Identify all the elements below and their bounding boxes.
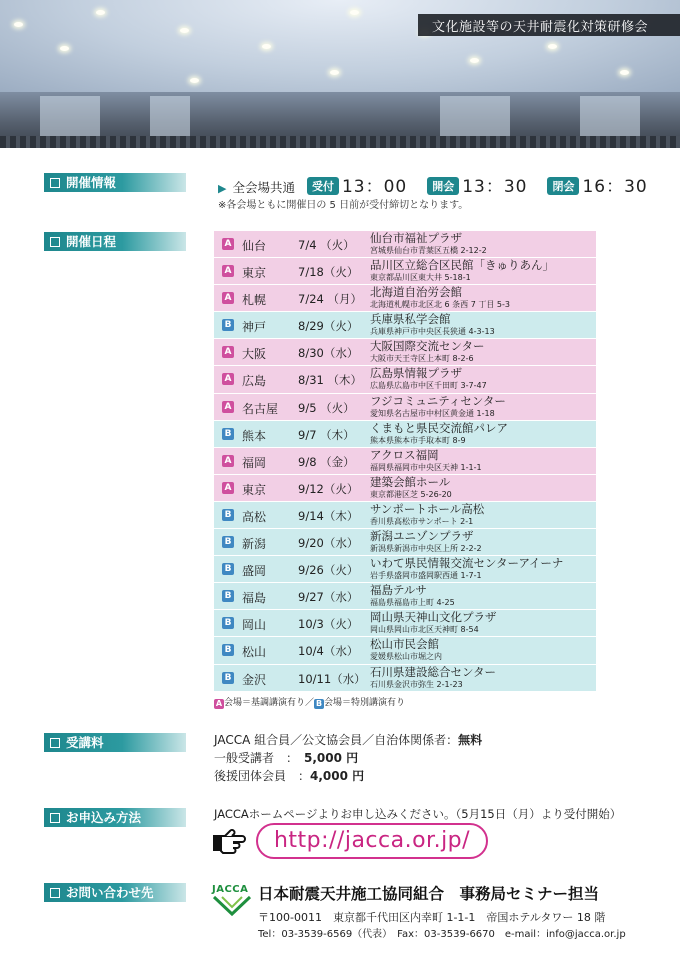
section-label-text: 開催日程: [66, 234, 117, 249]
section-label-schedule: [44, 232, 186, 251]
schedule-row: [214, 502, 596, 529]
schedule-date: 8/29（火）: [298, 319, 359, 334]
page-title: 文化施設等の天井耐震化対策研修会: [431, 20, 648, 35]
fee-general-value: 5,000 円: [304, 751, 359, 765]
schedule-date: 9/14（木）: [298, 508, 359, 523]
schedule-venue: いわて県民情報交流センターアイーナ: [370, 556, 564, 571]
schedule-row: [214, 556, 596, 583]
schedule-city: 名古屋: [242, 401, 279, 416]
schedule-city: 福島: [242, 591, 267, 606]
schedule-venue: サンポートホール高松: [370, 501, 485, 516]
venue-type-badge: A: [222, 482, 234, 494]
schedule-row: [214, 421, 596, 448]
venue-type-badge: B: [222, 617, 234, 629]
schedule-row: [214, 339, 596, 366]
section-label-contact: [44, 883, 186, 902]
schedule-date: 9/8 （金）: [298, 454, 355, 469]
venue-type-badge: A: [222, 455, 234, 467]
schedule-city: 札幌: [242, 293, 267, 308]
venue-type-badge: B: [222, 672, 234, 684]
schedule-date: 7/18（火）: [298, 265, 359, 280]
apply-note: JACCAホームページよりお申し込みください。（5月15日（月）より受付開始）: [214, 807, 622, 821]
legend-a-text: 会場＝基調講演有り／: [224, 698, 315, 708]
schedule-date: 9/12（火）: [298, 481, 359, 496]
venue-type-badge: A: [222, 373, 234, 385]
legend-a-badge: A: [215, 699, 223, 708]
schedule-address: 東京都港区芝 5-26-20: [370, 489, 452, 499]
wall-panel: [40, 96, 100, 136]
section-label-info: [44, 173, 186, 192]
ceiling-light-icon: [262, 44, 271, 49]
schedule-date: 7/4 （火）: [298, 238, 355, 252]
schedule-venue: 品川区立総合区民館「きゅりあん」: [370, 258, 554, 273]
schedule-row: [214, 285, 596, 312]
schedule-date: 9/7 （木）: [298, 427, 355, 442]
venue-type-badge: B: [222, 644, 234, 656]
schedule-row: [214, 231, 596, 258]
venue-type-badge: B: [222, 319, 234, 331]
schedule-city: 金沢: [242, 672, 267, 687]
pointing-hand-icon: [212, 826, 252, 856]
checkbox-icon: [50, 178, 60, 188]
schedule-city: 盛岡: [242, 564, 267, 579]
schedule-city: 神戸: [242, 320, 267, 335]
schedule-address: 兵庫県神戸市中央区長狭通 4-3-13: [370, 327, 495, 337]
venue-type-badge: B: [222, 428, 234, 440]
triangle-right-icon: ▶: [218, 182, 227, 195]
schedule-city: 松山: [242, 645, 267, 660]
schedule-address: 石川県金沢市弥生 2-1-23: [370, 679, 463, 689]
schedule-address: 大阪市天王寺区上本町 8-2-6: [370, 354, 474, 364]
schedule-legend: [214, 695, 405, 709]
ceiling-light-icon: [60, 46, 69, 51]
ceiling-light-icon: [96, 10, 105, 15]
close-tag: 閉会: [547, 177, 579, 195]
checkbox-icon: [50, 237, 60, 247]
schedule-address: 愛知県名古屋市中村区黄金通 1-18: [370, 408, 495, 418]
section-label-text: お申込み方法: [66, 810, 142, 825]
schedule-row: [214, 258, 596, 285]
schedule-venue: 福島テルサ: [370, 583, 427, 598]
schedule-date: 9/27（水）: [298, 590, 359, 605]
fee-member-value: 無料: [458, 733, 483, 747]
fee-support: [214, 767, 364, 784]
schedule-address: 東京都品川区東大井 5-18-1: [370, 273, 471, 283]
open-time: 13：30: [462, 177, 528, 197]
venue-type-badge: A: [222, 292, 234, 304]
schedule-city: 熊本: [242, 428, 267, 443]
schedule-row: [214, 448, 596, 475]
wall-panel: [580, 96, 640, 136]
schedule-venue: 松山市民会館: [370, 637, 439, 652]
schedule-row: [214, 529, 596, 556]
ceiling-light-icon: [620, 70, 629, 75]
schedule-date: 8/30（水）: [298, 346, 359, 361]
schedule-address: 宮城県仙台市青葉区五橋 2-12-2: [370, 246, 487, 255]
venue-type-badge: A: [222, 401, 234, 413]
schedule-city: 岡山: [242, 618, 267, 633]
schedule-venue: 仙台市福祉プラザ: [370, 231, 462, 245]
schedule-city: 新潟: [242, 537, 267, 552]
ceiling-light-icon: [190, 78, 199, 83]
schedule-city: 東京: [242, 266, 267, 281]
ceiling-light-icon: [14, 22, 23, 27]
ceiling-light-icon: [330, 70, 339, 75]
reception-tag: 受付: [307, 177, 339, 195]
venue-type-badge: B: [222, 563, 234, 575]
schedule-row: [214, 366, 596, 393]
schedule-date: 10/4（水）: [298, 644, 359, 659]
ceiling-light-icon: [180, 28, 189, 33]
schedule-address: 岩手県盛岡市盛岡駅西通 1-7-1: [370, 571, 482, 581]
schedule-date: 10/3（火）: [298, 617, 359, 632]
checkbox-icon: [50, 738, 60, 748]
wall-panel: [440, 96, 510, 136]
organization-contact: Tel：03-3539-6569（代表） Fax：03-3539-6670 e-mail：info@jacca.or.jp: [258, 929, 626, 940]
venue-type-badge: A: [222, 238, 234, 250]
ceiling-light-icon: [548, 44, 557, 49]
section-label-fee: [44, 733, 186, 752]
close-time: 16：30: [582, 177, 648, 197]
schedule-row: [214, 394, 596, 421]
common-label: 全会場共通: [232, 180, 295, 195]
schedule-city: 広島: [242, 374, 267, 389]
time-info: [218, 172, 656, 197]
schedule-venue: 石川県建設総合センター: [370, 664, 497, 679]
legend-b-badge: B: [315, 699, 323, 708]
fee-support-value: 4,000 円: [310, 769, 365, 783]
schedule-date: 9/20（水）: [298, 536, 359, 551]
schedule-date: 10/11（水）: [298, 671, 366, 686]
schedule-city: 福岡: [242, 455, 267, 470]
schedule-address: 愛媛県松山市堀之内: [370, 652, 442, 662]
schedule-venue: 新潟ユニゾンプラザ: [370, 529, 474, 544]
hall-seats: [0, 136, 680, 148]
fee-member-label: JACCA 組合員／公文協会員／自治体関係者：: [214, 733, 459, 747]
fee-general-label: 一般受講者 ：: [214, 751, 299, 765]
schedule-row: [214, 583, 596, 610]
schedule-venue: アクロス福岡: [370, 447, 439, 462]
schedule-date: 9/5 （火）: [298, 400, 355, 415]
venue-type-badge: A: [222, 265, 234, 277]
fee-support-label: 後援団体会員 ：: [214, 769, 311, 783]
schedule-venue: くまもと県民交流館パレア: [370, 420, 508, 435]
deadline-note: ※各会場ともに開催日の 5 日前が受付締切となります。: [218, 200, 469, 211]
schedule-row: [214, 312, 596, 339]
schedule-city: 高松: [242, 509, 267, 524]
schedule-row: [214, 475, 596, 502]
venue-type-badge: B: [222, 536, 234, 548]
schedule-row: [214, 610, 596, 637]
schedule-address: 新潟県新潟市中央区上所 2-2-2: [370, 544, 482, 554]
reception-time: 13：00: [341, 177, 408, 197]
organization-name: 日本耐震天井施工協同組合 事務局セミナー担当: [258, 885, 600, 903]
schedule-row: [214, 665, 596, 692]
schedule-venue: 兵庫県私学会館: [370, 312, 451, 327]
schedule-venue: 大阪国際交流センター: [370, 339, 485, 354]
schedule-address: 福岡県福岡市中央区天神 1-1-1: [370, 462, 482, 472]
schedule-date: 7/24 （月）: [298, 292, 362, 307]
organization-address: 〒100-0011 東京都千代田区内幸町 1-1-1 帝国ホテルタワー 18 階: [258, 911, 606, 924]
venue-type-badge: B: [222, 590, 234, 602]
website-link[interactable]: http://jacca.or.jp/: [256, 823, 488, 859]
schedule-row: [214, 637, 596, 664]
venue-type-badge: A: [222, 346, 234, 358]
schedule-address: 熊本県熊本市手取本町 8-9: [370, 435, 466, 445]
schedule-city: 仙台: [242, 239, 267, 253]
legend-b-text: 会場＝特別講演有り: [324, 698, 406, 708]
checkbox-icon: [50, 813, 60, 823]
venue-type-badge: B: [222, 509, 234, 521]
section-label-text: お問い合わせ先: [66, 885, 154, 900]
ceiling-light-icon: [350, 10, 359, 15]
schedule-venue: フジコミュニティセンター: [370, 393, 506, 408]
ceiling-light-icon: [470, 58, 479, 63]
schedule-date: 8/31 （木）: [298, 373, 362, 388]
schedule-venue: 岡山県天神山文化プラザ: [370, 610, 497, 625]
section-label-apply: [44, 808, 186, 827]
schedule-venue: 建築会館ホール: [370, 474, 451, 489]
schedule-address: 岡山県岡山市北区天神町 8-54: [370, 625, 479, 635]
schedule-venue: 北海道自治労会館: [370, 285, 462, 300]
schedule-address: 香川県高松市サンポート 2-1: [370, 516, 474, 526]
schedule-address: 福島県福島市上町 4-25: [370, 598, 455, 608]
wall-panel: [150, 96, 190, 136]
schedule-venue: 広島県情報プラザ: [370, 366, 462, 381]
open-tag: 開会: [427, 177, 459, 195]
schedule-date: 9/26（火）: [298, 563, 359, 578]
hero-banner: [0, 0, 680, 148]
schedule-table: [214, 231, 596, 692]
fee-member: [214, 731, 482, 748]
fee-general: [214, 749, 358, 766]
checkbox-icon: [50, 888, 60, 898]
schedule-address: 広島県広島市中区千田町 3-7-47: [370, 381, 487, 391]
schedule-city: 東京: [242, 482, 267, 497]
schedule-city: 大阪: [242, 347, 267, 362]
section-label-text: 開催情報: [66, 175, 117, 190]
section-label-text: 受講料: [66, 735, 104, 750]
schedule-address: 北海道札幌市北区北 6 条西 7 丁目 5-3: [370, 300, 510, 310]
jacca-logo-text: JACCA: [212, 884, 249, 895]
